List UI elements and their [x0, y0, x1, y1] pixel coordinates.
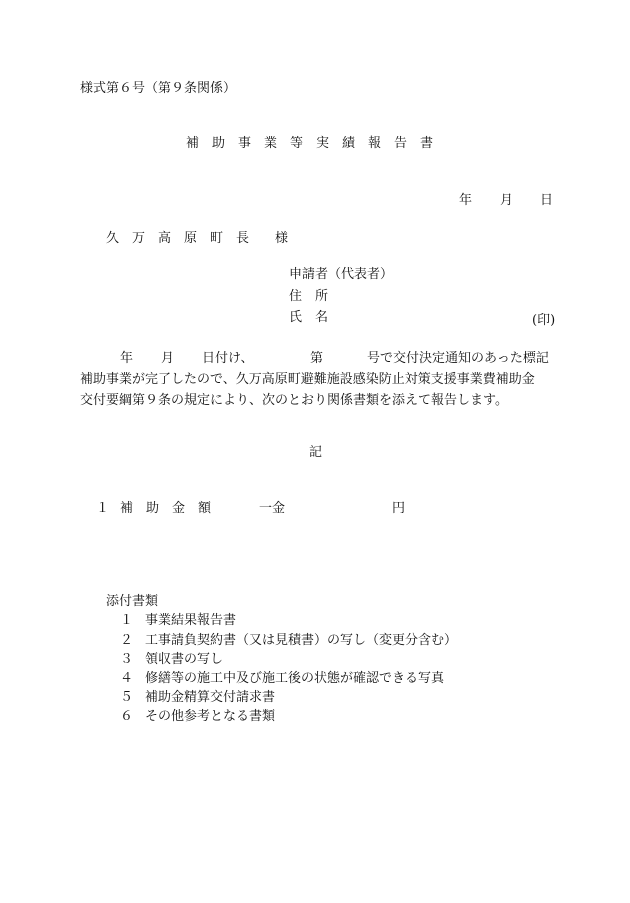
- attachment-number: ４: [120, 671, 134, 686]
- applicant-address-label: 住 所: [289, 289, 329, 304]
- seal-mark: (印): [532, 313, 556, 328]
- attachment-number: ３: [120, 652, 134, 667]
- body-line3: 交付要綱第９条の規定により、次のとおり関係書類を添えて報告します。: [80, 393, 508, 408]
- body-line1-rest: 号で交付決定通知のあった標記: [367, 351, 549, 366]
- attachment-text: 工事請負契約書（又は見積書）の写し（変更分含む）: [145, 633, 458, 648]
- attachment-number: ６: [120, 709, 134, 724]
- ki-heading: 記: [309, 445, 323, 460]
- attachment-item: [120, 691, 275, 704]
- attachment-text: 事業結果報告書: [145, 613, 237, 628]
- date-year-label: 年: [459, 193, 473, 208]
- attachment-item: [120, 614, 236, 627]
- applicant-name-label: 氏 名: [289, 310, 329, 325]
- attachment-item: [120, 710, 275, 723]
- body-month-label: 月: [161, 351, 175, 366]
- form-number: 様式第６号（第９条関係）: [80, 81, 237, 96]
- attachment-number: ５: [120, 690, 134, 705]
- date-month-label: 月: [500, 193, 514, 208]
- document-title: 補 助 事 業 等 実 績 報 告 書: [186, 136, 434, 151]
- amount-number: １: [96, 501, 110, 516]
- attachment-number: １: [120, 613, 134, 628]
- amount-label: 補 助 金 額: [120, 501, 212, 516]
- amount-unit: 円: [392, 501, 406, 516]
- attachment-item: [120, 672, 444, 685]
- addressee: 久 万 高 原 町 長 様: [106, 231, 289, 246]
- attachment-text: 修繕等の施工中及び施工後の状態が確認できる写真: [145, 671, 445, 686]
- amount-prefix: 一金: [259, 501, 286, 516]
- seal-text: 印: [537, 313, 551, 328]
- attachment-item: [120, 653, 223, 666]
- attachment-text: 補助金精算交付請求書: [145, 690, 276, 705]
- attachment-item: [120, 634, 457, 647]
- body-day-label: 日付け、: [202, 351, 254, 366]
- applicant-label: 申請者（代表者）: [289, 267, 394, 282]
- attachments-heading: 添付書類: [106, 594, 159, 609]
- body-line2: 補助事業が完了したので、久万高原町避難施設感染防止対策支援事業費補助金: [80, 372, 535, 387]
- attachment-number: ２: [120, 633, 134, 648]
- attachment-text: 領収書の写し: [145, 652, 224, 667]
- body-dai-label: 第: [310, 351, 324, 366]
- body-year-label: 年: [120, 351, 134, 366]
- date-day-label: 日: [540, 193, 554, 208]
- attachment-text: その他参考となる書類: [145, 709, 276, 724]
